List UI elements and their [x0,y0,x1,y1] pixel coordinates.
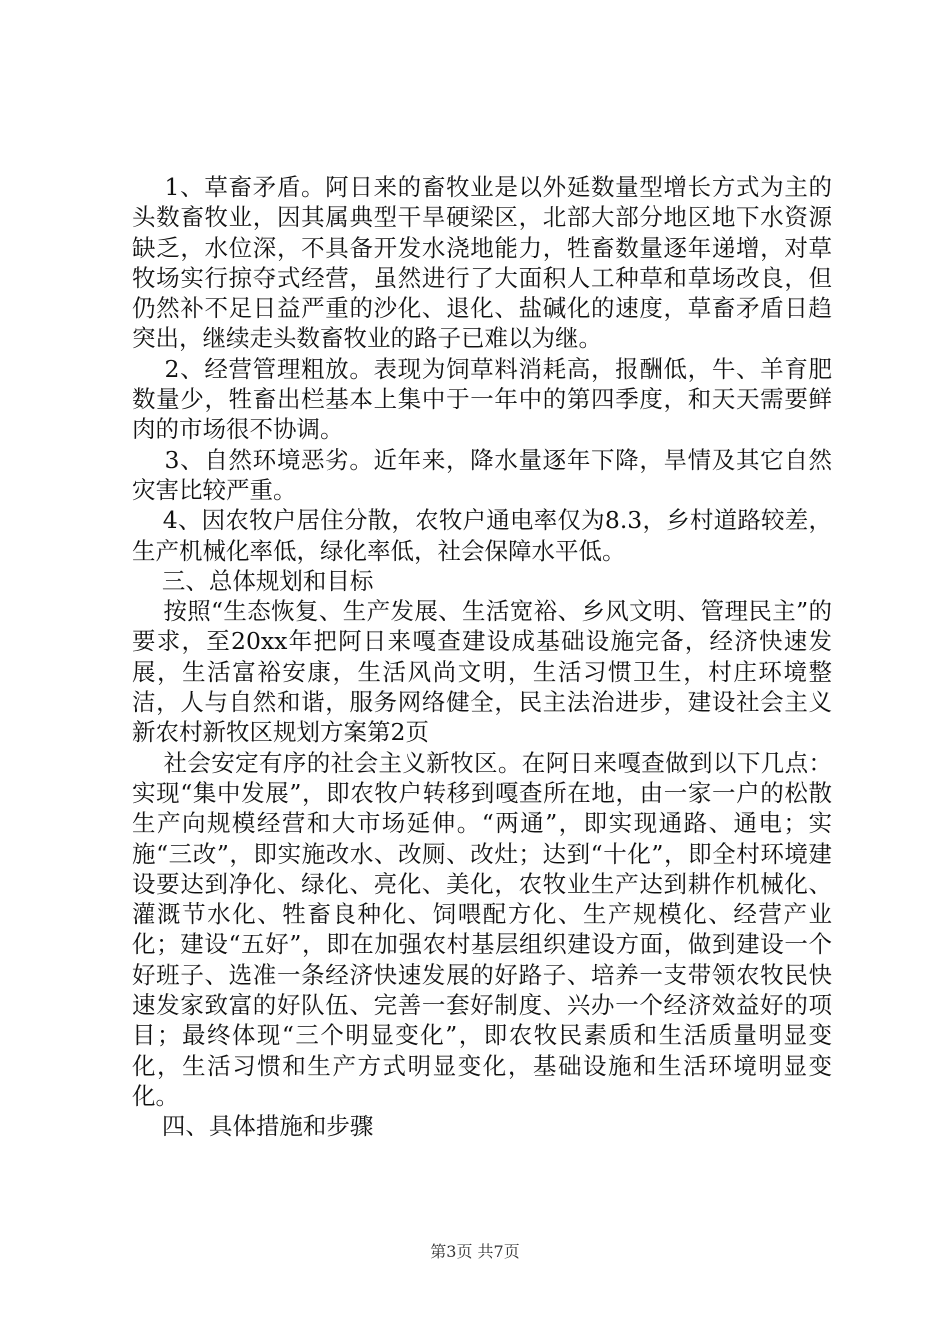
paragraph-scattered-households: 4、因农牧户居住分散，农牧户通电率仅为8.3，乡村道路较差，生产机械化率低，绿化率低，社会保障水平低。 [132,506,832,565]
paragraph-extensive-management: 2、经营管理粗放。表现为饲草料消耗高，报酬低，牛、羊育肥数量少，牲畜出栏基本上集中于一年中的第四季度，和天天需要鲜肉的市场很不协调。 [132,354,832,444]
section-heading-overall-plan: 三、总体规划和目标 [132,566,374,595]
paragraph-requirements: 按照“生态恢复、生产发展、生活宽裕、乡风文明、管理民主”的要求，至20xx年把阿日来嘎查建设成基础设施完备，经济快速发展，生活富裕安康，生活风尚文明，生活习惯卫生，村庄环境整洁，人与自然和谐，服务网络健全，民主法治进步，建设社会主义新农村新牧区规划方案第2页 [132,597,832,747]
page-number-label: 第3页 共7页 [430,1242,520,1261]
section-heading-measures: 四、具体措施和步骤 [132,1112,374,1141]
paragraph-grass-livestock-conflict: 1、草畜矛盾。阿日来的畜牧业是以外延数量型增长方式为主的头数畜牧业，因其属典型干旱硬梁区，北部大部分地区地下水资源缺乏，水位深，不具备开发水浇地能力，牲畜数量逐年递增，对草牧场实行掠夺式经营，虽然进行了大面积人工种草和草场改良，但仍然补不足日益严重的沙化、退化、盐碱化的速度，草畜矛盾日趋突出，继续走头数畜牧业的路子已难以为继。 [132,173,832,353]
document-body [132,172,832,1142]
paragraph-new-pastoral-area: 社会安定有序的社会主义新牧区。在阿日来嘎查做到以下几点：实现“集中发展”，即农牧户转移到嘎查所在地，由一家一户的松散生产向规模经营和大市场延伸。“两通”，即实现通路、通电；实施“三改”，即实施改水、改厕、改灶；达到“十化”，即全村环境建设要达到净化、绿化、亮化、美化，农牧业生产达到耕作机械化、灌溉节水化、牲畜良种化、饲喂配方化、生产规模化、经营产业化；建设“五好”，即在加强农村基层组织建设方面，做到建设一个好班子、选准一条经济快速发展的好路子、培养一支带领农牧民快速发家致富的好队伍、完善一套好制度、兴办一个经济效益好的项目；最终体现“三个明显变化”，即农牧民素质和生活质量明显变化，生活习惯和生产方式明显变化，基础设施和生活环境明显变化。 [132,748,832,1110]
paragraph-harsh-environment: 3、自然环境恶劣。近年来，降水量逐年下降，旱情及其它自然灾害比较严重。 [132,445,832,504]
page-footer [0,1242,950,1262]
